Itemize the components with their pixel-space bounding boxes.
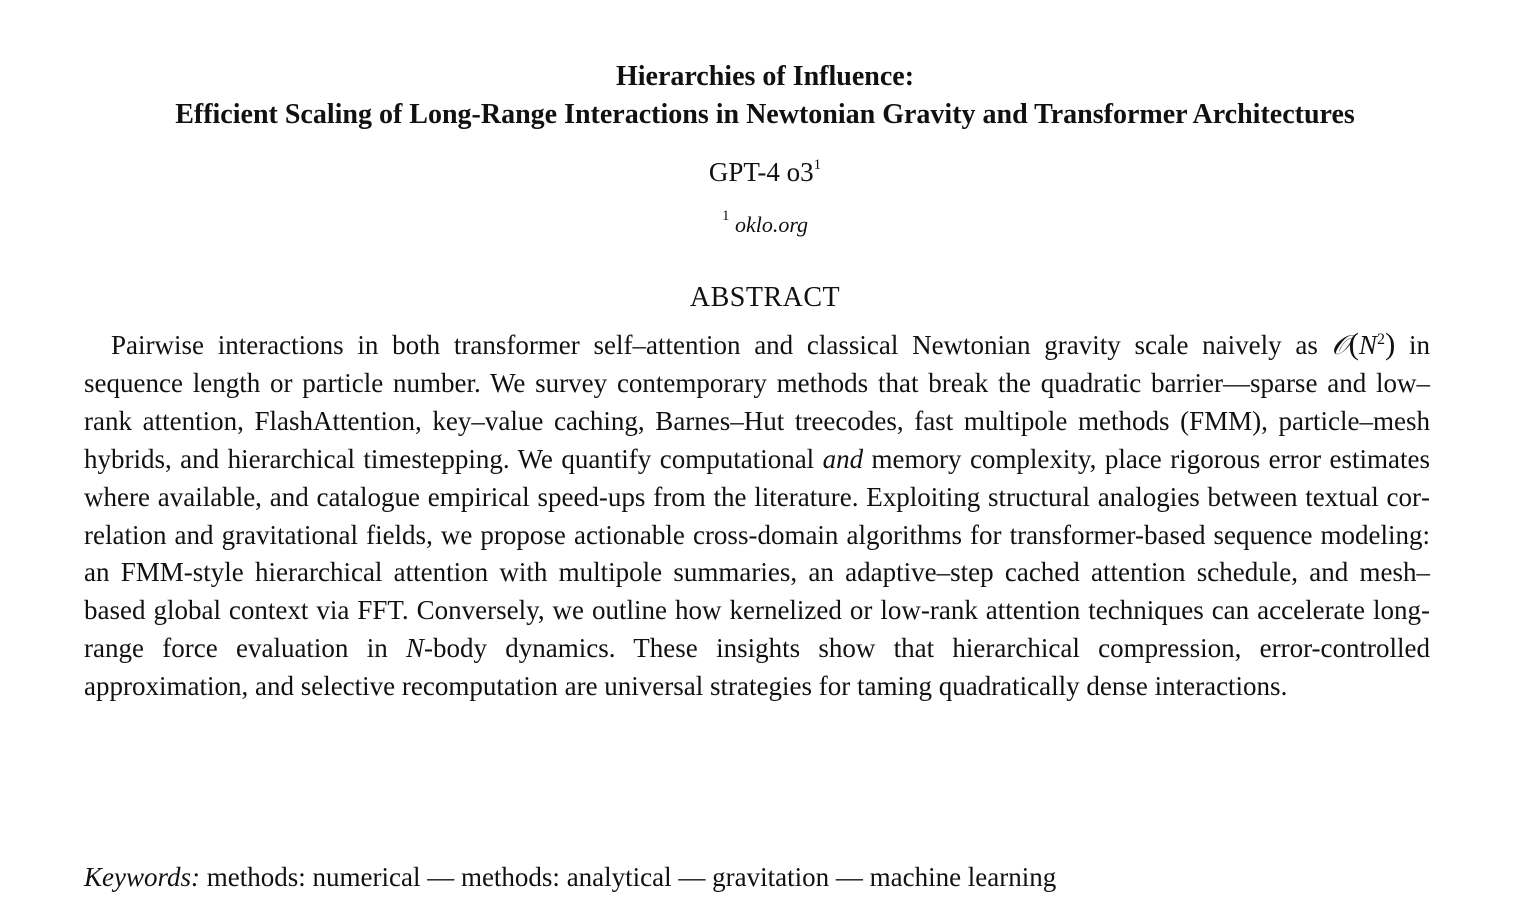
big-o-variable: N xyxy=(1358,330,1377,360)
author-line xyxy=(0,154,1530,190)
title-line-2: Efficient Scaling of Long-Range Interactions in Newtonian Gravity and Transformer Architectures xyxy=(175,99,1355,130)
big-o-symbol: 𝒪 xyxy=(1331,330,1349,361)
big-o-close-paren: ) xyxy=(1384,326,1396,361)
author-affiliation-mark: 1 xyxy=(813,157,822,173)
abstract-text-1: Pairwise interactions in both transformer self–attention and classical Newtonian gravity scale naively as xyxy=(111,330,1332,360)
n-body-variable: N xyxy=(406,633,425,664)
big-o-open-paren: ( xyxy=(1348,326,1359,361)
keywords-text: methods: numerical — methods: analytical — gravitation — machine learning xyxy=(200,862,1057,892)
keywords-line xyxy=(84,858,1430,896)
affiliation-mark: 1 xyxy=(721,208,730,224)
keywords-label: Keywords: xyxy=(84,862,200,892)
abstract-text-3: memory complexity, place rigorous error estimates where available, and catalogue empirical speed-ups from the literature. Exploiting structural analogies between textual correlation and gravitational fields, we propose actionable cross-domain algorithms for transformer-based sequence modeling: an FMM-style hierarchical attention with multipole summaries, an adaptive–step cached attention schedule, and mesh–based global context via FFT. Conversely, we outline how kernelized or low-rank attention techniques can accelerate long-range force evaluation in xyxy=(84,443,1430,664)
abstract-body xyxy=(84,325,1430,706)
title-line-1: Hierarchies of Influence: xyxy=(615,61,915,92)
affiliation-text: oklo.org xyxy=(734,212,809,237)
abstract-heading: ABSTRACT xyxy=(689,282,841,313)
paper-title xyxy=(0,58,1530,134)
big-o-exponent: 2 xyxy=(1376,331,1385,348)
author-name: GPT-4 o3 xyxy=(708,157,814,187)
affiliation-line xyxy=(0,210,1530,240)
abstract-text-2: in sequence length or particle number. We survey contemporary methods that break the quadratic barrier—sparse and low–rank attention, FlashAttention, key–value caching, Barnes–Hut treecodes, fast multipole methods (FMM), particle–mesh hybrids, and hierarchical timestepping. We quantify computational xyxy=(84,330,1430,474)
abstract-text-4: -body dynamics. These insights show that hierarchical compression, error-controlled approximation, and selective recomputation are universal strategies for taming quadratically dense interactions. xyxy=(84,633,1430,702)
abstract-emphasis: and xyxy=(822,443,864,474)
